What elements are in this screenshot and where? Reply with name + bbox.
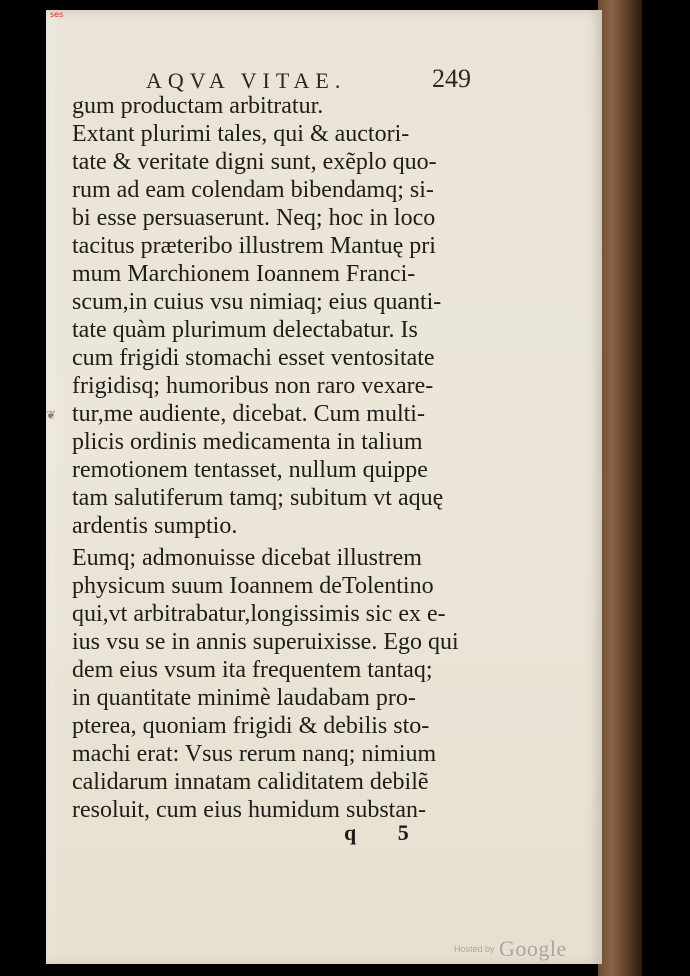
text-line: tate quàm plurimum delectabatur. Is [72, 317, 418, 343]
book-edge [598, 0, 642, 976]
text-line: ius vsu se in annis superuixisse. Ego qui [72, 629, 459, 655]
signature-mark: q 5 [344, 820, 427, 845]
text-line: machi erat: Vsus rerum nanq; nimium [72, 741, 437, 767]
text-line: tam salutiferum tamq; subitum vt aquę [72, 485, 444, 511]
text-line: mum Marchionem Ioannem Franci- [72, 261, 416, 287]
running-head: AQVA VITAE. [146, 68, 347, 93]
google-watermark [454, 936, 567, 962]
corner-mark: ses [50, 10, 64, 19]
text-line: dem eius vsum ita frequentem tantaq; [72, 657, 433, 683]
text-line: tur,me audiente, dicebat. Cum multi- [72, 401, 425, 427]
text-line: in quantitate minimè laudabam pro- [72, 685, 416, 711]
text-line: tacitus præteribo illustrem Mantuę pri [72, 233, 436, 259]
text-line: tate & veritate digni sunt, exẽplo quo- [72, 149, 437, 175]
text-line: Extant plurimi tales, qui & auctori- [72, 121, 410, 147]
text-line: frigidisq; humoribus non raro vexare- [72, 373, 434, 399]
text-line: cum frigidi stomachi esset ventositate [72, 345, 435, 371]
text-line: rum ad eam colendam bibendamq; si- [72, 177, 434, 203]
margin-ornament-icon: ❦ [46, 408, 57, 422]
page-number: 249 [432, 64, 471, 93]
text-line: Eumq; admonuisse dicebat illustrem [72, 545, 422, 571]
text-line: qui,vt arbitrabatur,longissimis sic ex e- [72, 601, 446, 627]
text-line: resoluit, cum eius humidum substan- [72, 797, 426, 823]
book-page [46, 10, 602, 964]
text-line: calidarum innatam caliditatem debilẽ [72, 769, 429, 795]
text-line: bi esse persuaserunt. Neq; hoc in loco [72, 205, 436, 231]
google-logo: Google [498, 936, 567, 961]
text-line: physicum suum Ioannem deTolentino [72, 573, 434, 599]
text-line: plicis ordinis medicamenta in talium [72, 429, 423, 455]
text-line: ardentis sumptio. [72, 513, 238, 539]
text-line: gum productam arbitratur. [72, 93, 324, 119]
text-line: scum,in cuius vsu nimiaq; eius quanti- [72, 289, 442, 315]
text-line: pterea, quoniam frigidi & debilis sto- [72, 713, 430, 739]
watermark-prefix: Hosted by [454, 944, 495, 954]
text-line: remotionem tentasset, nullum quippe [72, 457, 428, 483]
